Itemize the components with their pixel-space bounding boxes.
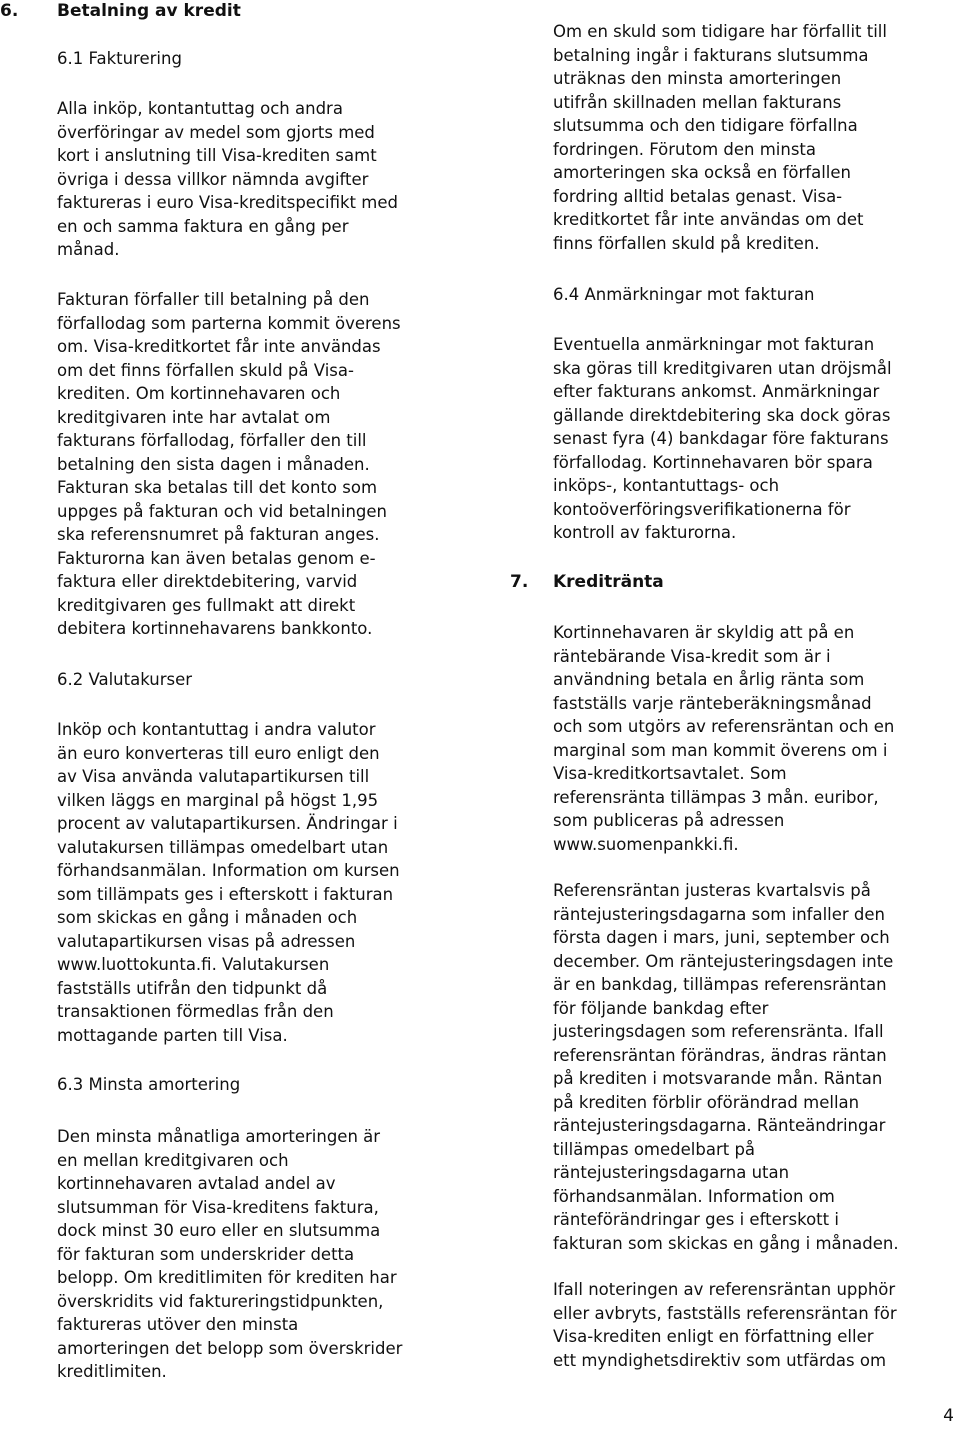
text-line: och som utgörs av referensräntan och en (553, 717, 895, 736)
text-line: förfallodag som parterna kommit överens (57, 313, 401, 333)
text-line: referensränta tillämpas 3 mån. euribor, (553, 787, 879, 807)
text-line: överföringar av medel som gjorts med (57, 122, 375, 142)
text-line: betalning ingår i fakturans slutsumma (553, 45, 869, 65)
text-line: Fakturan ska betalas till det konto som (57, 478, 378, 497)
section-7-para-2 (553, 879, 899, 1255)
text-line: kreditlimiten. (57, 1362, 167, 1381)
text-line: räntejusteringsdagarna som infaller den (553, 904, 886, 924)
text-line: referensräntan förändras, ändras räntan (553, 1045, 887, 1065)
text-line: fordring alltid betalas genast. Visa- (553, 186, 843, 206)
page-number: 4 (943, 1406, 954, 1426)
text-line: ska referensnumret på fakturan anges. (57, 525, 380, 544)
text-line: Fakturan förfaller till betalning på den (57, 290, 370, 309)
section-7-number: 7. (510, 572, 529, 592)
text-line: fastställs varje ränteberäkningsmånad (553, 693, 872, 713)
text-line: Referensräntan justeras kvartalsvis på (553, 881, 871, 900)
text-line: än euro konverteras till euro enligt den (57, 743, 380, 763)
text-line: betalning den sista dagen i månaden. (57, 454, 370, 474)
text-line: är en bankdag, tillämpas referensräntan (553, 975, 887, 994)
text-line: faktura eller direktdebitering, varvid (57, 572, 358, 591)
text-line: en och samma faktura en gång per (57, 216, 349, 236)
text-line: Inköp och kontantuttag i andra valutor (57, 720, 376, 739)
text-line: Kortinnehavaren är skyldig att på en (553, 623, 855, 642)
subsection-6-4-title: 6.4 Anmärkningar mot fakturan (553, 285, 815, 304)
subsection-6-3-para-continued (553, 20, 887, 255)
text-line: en mellan kreditgivaren och (57, 1150, 289, 1170)
text-line: belopp. Om kreditlimiten för krediten har (57, 1268, 397, 1287)
text-line: www.luottokunta.fi. Valutakursen (57, 955, 330, 974)
text-line: slutsumma och den tidigare förfallna (553, 116, 858, 135)
text-line: amorteringen ska också en förfallen (553, 163, 851, 182)
text-line: eller avbryts, fastställs referensräntan för (553, 1303, 897, 1323)
text-line: Den minsta månatliga amorteringen är (57, 1127, 381, 1146)
section-6-title: Betalning av kredit (57, 1, 241, 21)
text-line: Ifall noteringen av referensräntan upphör (553, 1280, 896, 1299)
text-line: räntejusteringsdagarna utan (553, 1163, 790, 1182)
text-line: kontoöverföringsverifikationerna för (553, 499, 851, 519)
text-line: faktureras i euro Visa-kreditspecifikt med (57, 193, 398, 212)
text-line: för fakturan som underskrider detta (57, 1244, 355, 1264)
text-line: slutsumman för Visa-kreditens faktura, (57, 1197, 379, 1217)
text-line: marginal som man kommit överens om i (553, 740, 888, 760)
text-line: för följande bankdag efter (553, 998, 769, 1018)
text-line: fastställs utifrån den tidpunkt då (57, 978, 328, 998)
text-line: ränteförändringar ges i efterskott i (553, 1210, 839, 1229)
text-line: procent av valutapartikursen. Ändringar i (57, 814, 398, 833)
text-line: på krediten förblir oförändrad mellan (553, 1092, 860, 1112)
subsection-6-2-para (57, 718, 400, 1047)
text-line: december. Om räntejusteringsdagen inte (553, 951, 894, 971)
text-line: ska göras till kreditgivaren utan dröjsmål (553, 358, 892, 378)
text-line: krediten. Om kortinnehavaren och (57, 384, 341, 403)
subsection-6-2-title: 6.2 Valutakurser (57, 670, 193, 689)
section-7-para-3 (553, 1278, 897, 1372)
text-line: räntejusteringsdagarna. Ränteändringar (553, 1116, 886, 1135)
subsection-6-1-title: 6.1 Fakturering (57, 49, 182, 68)
text-line: justeringsdagen som referensränta. Ifall (553, 1022, 884, 1041)
text-line: senast fyra (4) bankdagar före fakturans (553, 429, 889, 448)
text-line: gällande direktdebitering ska dock göras (553, 405, 891, 425)
text-line: överskridits vid faktureringstidpunkten, (57, 1291, 384, 1311)
section-6-number: 6. (0, 1, 19, 21)
text-line: månad. (57, 240, 120, 259)
text-line: Om en skuld som tidigare har förfallit till (553, 22, 887, 41)
text-line: tillämpas omedelbart på (553, 1139, 756, 1159)
text-line: första dagen i mars, juni, september och (553, 928, 890, 947)
text-line: fordringen. Förutom den minsta (553, 139, 817, 159)
text-line: kreditgivaren ges fullmakt att direkt (57, 595, 356, 615)
text-line: på krediten i motsvarande mån. Räntan (553, 1069, 883, 1088)
text-line: om det finns förfallen skuld på Visa- (57, 360, 354, 380)
text-line: som publiceras på adressen (553, 811, 785, 830)
text-line: av Visa använda valutapartikursen till (57, 767, 370, 786)
text-line: användning betala en årlig ränta som (553, 670, 865, 689)
text-line: Fakturorna kan även betalas genom e- (57, 548, 376, 568)
text-line: som tillämpats ges i efterskott i fakturan (57, 884, 394, 904)
text-line: kortinnehavaren avtalad andel av (57, 1174, 336, 1193)
subsection-6-1-para-1 (57, 97, 398, 262)
section-7-title: Kreditränta (553, 572, 664, 592)
text-line: förfallodag. Kortinnehavaren bör spara (553, 452, 873, 472)
subsection-6-3-title: 6.3 Minsta amortering (57, 1075, 241, 1094)
text-line: Alla inköp, kontantuttag och andra (57, 99, 343, 118)
text-line: som skickas en gång i månaden och (57, 908, 358, 927)
text-line: ett myndighetsdirektiv som utfärdas om (553, 1350, 887, 1370)
text-line: Visa-krediten enligt en författning eller (553, 1327, 874, 1346)
text-line: amorteringen det belopp som överskrider (57, 1338, 403, 1358)
text-line: räntebärande Visa-kredit som är i (553, 646, 831, 666)
text-line: fakturans förfallodag, förfaller den till (57, 431, 367, 450)
text-line: www.suomenpankki.fi. (553, 834, 739, 854)
text-line: faktureras utöver den minsta (57, 1315, 299, 1334)
section-7-para-1 (553, 621, 894, 856)
text-line: kontroll av fakturorna. (553, 523, 737, 542)
text-line: kreditkortet får inte användas om det (553, 210, 864, 229)
text-line: vilken läggs en marginal på högst 1,95 (57, 790, 379, 810)
subsection-6-1-para-2 (57, 288, 401, 641)
text-line: inköps-, kontantuttags- och (553, 476, 780, 495)
text-line: valutakursen tillämpas omedelbart utan (57, 837, 389, 857)
text-line: förhandsanmälan. Information om (553, 1186, 835, 1206)
subsection-6-3-para (57, 1125, 402, 1384)
subsection-6-4-para (553, 333, 892, 545)
text-line: övriga i dessa villkor nämnda avgifter (57, 169, 369, 189)
text-line: kort i anslutning till Visa-krediten samt (57, 146, 377, 165)
text-line: debitera kortinnehavarens bankkonto. (57, 619, 373, 638)
text-line: om. Visa-kreditkortet får inte användas (57, 337, 381, 356)
text-line: uppges på fakturan och vid betalningen (57, 501, 388, 521)
text-line: fakturan som skickas en gång i månaden. (553, 1233, 899, 1253)
text-line: uträknas den minsta amorteringen (553, 69, 842, 88)
text-line: Visa-kreditkortsavtalet. Som (553, 764, 787, 783)
text-line: dock minst 30 euro eller en slutsumma (57, 1221, 381, 1240)
text-line: finns förfallen skuld på krediten. (553, 233, 820, 253)
text-line: Eventuella anmärkningar mot fakturan (553, 335, 875, 354)
text-line: utifrån skillnaden mellan fakturans (553, 92, 842, 112)
text-line: kreditgivaren inte har avtalat om (57, 407, 331, 427)
text-line: efter fakturans ankomst. Anmärkningar (553, 382, 880, 401)
text-line: valutapartikursen visas på adressen (57, 931, 356, 951)
text-line: mottagande parten till Visa. (57, 1025, 288, 1045)
text-line: förhandsanmälan. Information om kursen (57, 861, 400, 880)
text-line: transaktionen förmedlas från den (57, 1002, 334, 1021)
